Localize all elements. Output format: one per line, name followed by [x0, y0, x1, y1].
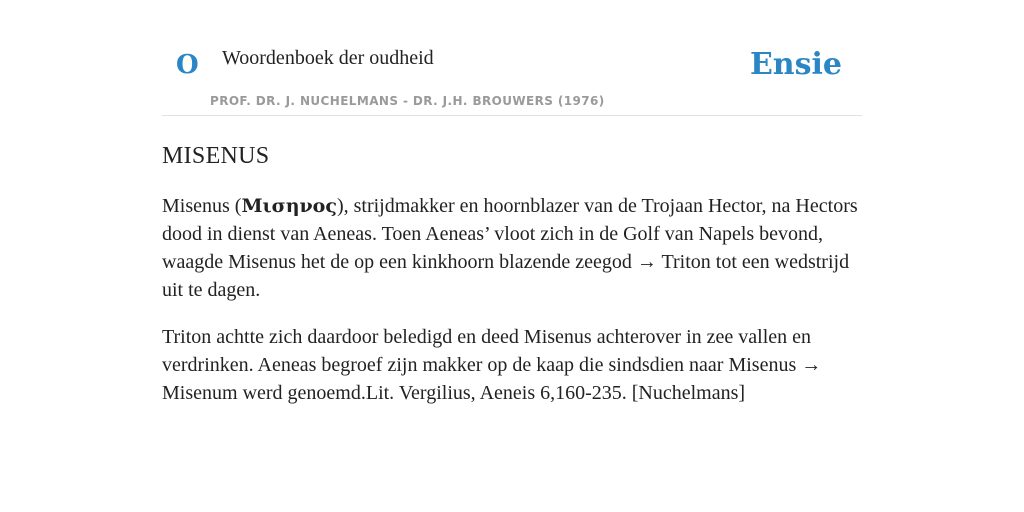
book-title[interactable]: Woordenboek der oudheid: [222, 47, 434, 69]
entry-paragraph: [162, 323, 862, 407]
entry-text: werd genoemd.Lit. Vergilius, Aeneis 6,160-235. [Nuchelmans]: [237, 381, 746, 404]
page: [162, 0, 862, 407]
entry-text: tot een wedstrijd uit te dagen.: [162, 250, 850, 301]
entry-paragraph: [162, 192, 862, 304]
ensie-logo[interactable]: Ensie: [749, 47, 842, 82]
entry-text: ), strijdmakker en hoornblazer van de Trojaan Hector, na Hectors dood in dienst van Aeneas. Toen Aeneas’ vloot zich in de Golf van Napels bevond, waagde Misenus het de op een kinkhoorn blazende zeegod: [162, 194, 858, 273]
letter-index[interactable]: O: [176, 50, 199, 80]
link-triton[interactable]: → Triton: [636, 250, 711, 273]
entry-headword: MISENUS: [162, 143, 270, 169]
book-header: [162, 0, 862, 116]
entry-text: Misenus (: [162, 194, 242, 217]
book-authors: PROF. DR. J. NUCHELMANS - DR. J.H. BROUWERS (1976): [210, 94, 605, 108]
entry-text: Triton achtte zich daardoor beledigd en deed Misenus achterover in zee vallen en verdrinken. Aeneas begroef zijn makker op de kaap die sindsdien naar Misenus: [162, 325, 812, 376]
greek-term: Μισηνος: [241, 194, 337, 217]
link-misenum[interactable]: → Misenum: [162, 353, 822, 404]
